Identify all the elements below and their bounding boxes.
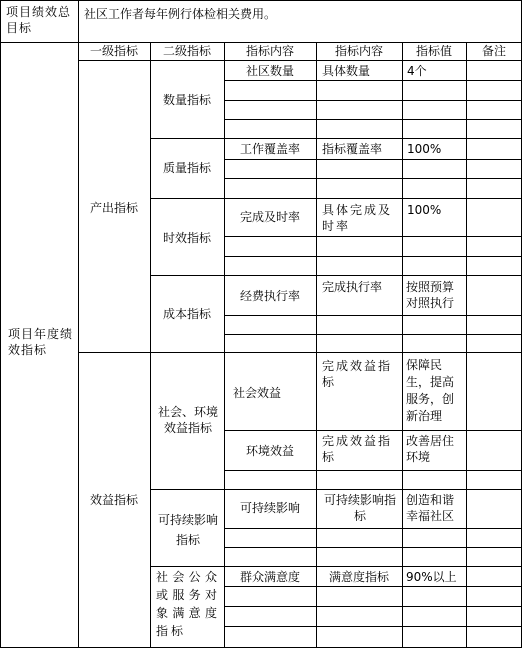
content2-sustainable: 可持续影响指标	[323, 493, 396, 523]
content-environment: 环境效益	[245, 444, 294, 458]
level2-cost: 成本指标	[162, 307, 211, 321]
header-level1: 一级指标	[89, 44, 138, 58]
level2-quality: 质量指标	[162, 161, 211, 175]
value-social: 保障民生，提高服务，创新治理	[406, 358, 455, 423]
content-social: 社会效益	[232, 386, 281, 400]
annual-indicator-label: 项目年度绩效指标	[8, 327, 74, 357]
content-sustainable: 可持续影响	[239, 501, 300, 515]
level2-sustainable: 可持续影响指标	[158, 513, 219, 547]
value-satisfaction: 90%以上	[406, 570, 457, 584]
level2-satisfaction: 社会公众或服务对象满意度指标	[156, 570, 220, 638]
value-quantity: 4个	[407, 64, 427, 78]
value-budget: 按照预算对照执行	[406, 280, 455, 310]
value-coverage: 100%	[407, 142, 442, 156]
value-timeliness: 100%	[407, 203, 442, 217]
content2-environment: 完成效益指标	[322, 434, 393, 464]
content2-satisfaction: 满意度指标	[328, 570, 389, 584]
level2-quantity: 数量指标	[162, 93, 211, 107]
value-sustainable: 创造和谐幸福社区	[406, 493, 455, 523]
level1-output: 产出指标	[89, 201, 138, 215]
content2-timeliness: 具体完成及时率	[322, 203, 393, 233]
content-timeliness: 完成及时率	[239, 210, 300, 224]
goal-text: 社区工作者每年例行体检相关费用。	[84, 7, 277, 21]
level2-timeliness: 时效指标	[162, 231, 211, 245]
level1-benefit: 效益指标	[89, 493, 138, 507]
content2-budget: 完成执行率	[322, 280, 383, 294]
goal-label: 项目绩效总目标	[6, 5, 72, 35]
content-satisfaction: 群众满意度	[239, 570, 300, 584]
content-budget: 经费执行率	[239, 289, 300, 303]
header-content: 指标内容	[245, 44, 294, 58]
header-note: 备注	[481, 44, 506, 58]
content2-quantity: 具体数量	[322, 64, 371, 78]
header-level2: 二级指标	[162, 44, 211, 58]
header-content-2: 指标内容	[334, 44, 383, 58]
value-environment: 改善居住环境	[406, 434, 455, 464]
header-value: 指标值	[415, 44, 452, 58]
content-community-count: 社区数量	[245, 64, 294, 78]
content-coverage: 工作覆盖率	[239, 142, 300, 156]
content2-social: 完成效益指标	[322, 359, 393, 389]
level2-social-env: 社会、环境效益指标	[157, 405, 218, 435]
content2-coverage: 指标覆盖率	[322, 142, 383, 156]
